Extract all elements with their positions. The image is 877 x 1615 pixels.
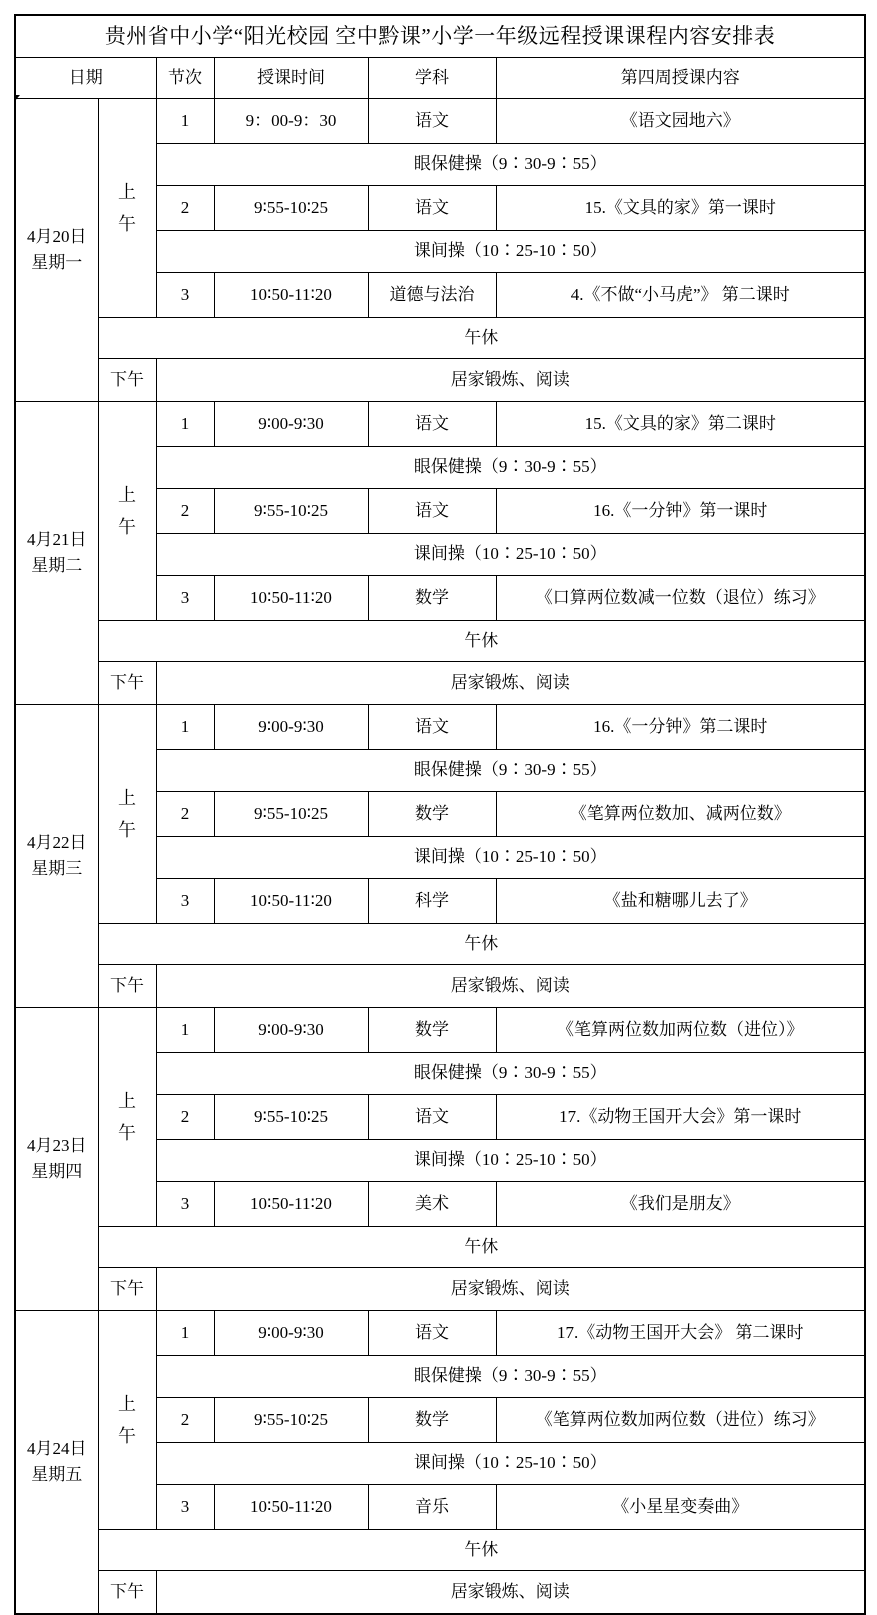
class-time: 9∶55-10∶25 [214, 1398, 368, 1443]
class-subject: 数学 [368, 792, 496, 837]
class-time: 10∶50-11∶20 [214, 1485, 368, 1530]
period-number: 2 [156, 1095, 214, 1140]
class-content: 15.《文具的家》第二课时 [496, 402, 865, 447]
class-subject: 语文 [368, 1311, 496, 1356]
class-time: 10∶50-11∶20 [214, 1182, 368, 1227]
class-content: 17.《动物王国开大会》 第二课时 [496, 1311, 865, 1356]
pm-activity-cell: 居家锻炼、阅读 [156, 1571, 865, 1615]
pm-activity-cell: 居家锻炼、阅读 [156, 1268, 865, 1311]
class-content: 4.《不做“小马虎”》 第二课时 [496, 273, 865, 318]
class-subject: 音乐 [368, 1485, 496, 1530]
pm-label: 下午 [98, 965, 156, 1008]
recess-cell: 课间操（10∶25-10∶50） [156, 534, 865, 576]
class-content: 15.《文具的家》第一课时 [496, 186, 865, 231]
noon-break-cell: 午休 [98, 621, 865, 662]
date-text: 4月23日 [27, 1135, 87, 1155]
class-subject: 美术 [368, 1182, 496, 1227]
class-content: 《笔算两位数加两位数（进位）练习》 [496, 1398, 865, 1443]
eye-exercise-cell: 眼保健操（9∶30-9∶55） [156, 447, 865, 489]
am-label [98, 1008, 156, 1227]
class-subject: 语文 [368, 1095, 496, 1140]
period-number: 1 [156, 99, 214, 144]
noon-break-cell: 午休 [98, 1530, 865, 1571]
am-label [98, 705, 156, 924]
period-number: 2 [156, 1398, 214, 1443]
weekday-text: 星期四 [31, 1162, 83, 1181]
recess-cell: 课间操（10∶25-10∶50） [156, 1140, 865, 1182]
weekday-text: 星期三 [31, 859, 83, 878]
class-time: 9∶55-10∶25 [214, 792, 368, 837]
class-time: 9∶00-9∶30 [214, 705, 368, 750]
schedule-table [14, 14, 866, 1615]
class-time: 9：00-9：30 [214, 99, 368, 144]
class-content: 《我们是朋友》 [496, 1182, 865, 1227]
period-number: 1 [156, 1311, 214, 1356]
class-time: 10∶50-11∶20 [214, 879, 368, 924]
date-text: 4月24日 [27, 1438, 87, 1458]
class-time: 10∶50-11∶20 [214, 576, 368, 621]
am-label-text: 上午 [118, 787, 136, 840]
am-label-text: 上午 [118, 1393, 136, 1446]
date-cell [15, 705, 98, 1008]
weekday-text: 星期二 [31, 556, 83, 575]
recess-cell: 课间操（10∶25-10∶50） [156, 1443, 865, 1485]
period-number: 3 [156, 1485, 214, 1530]
class-content: 17.《动物王国开大会》第一课时 [496, 1095, 865, 1140]
header-content: 第四周授课内容 [496, 58, 865, 99]
eye-exercise-cell: 眼保健操（9∶30-9∶55） [156, 750, 865, 792]
date-text: 4月21日 [27, 529, 87, 549]
period-number: 2 [156, 489, 214, 534]
pm-label: 下午 [98, 1571, 156, 1615]
class-subject: 语文 [368, 99, 496, 144]
weekday-text: 星期五 [31, 1465, 83, 1484]
date-text: 4月22日 [27, 832, 87, 852]
class-content: 《笔算两位数加、减两位数》 [496, 792, 865, 837]
period-number: 2 [156, 792, 214, 837]
noon-break-cell: 午休 [98, 924, 865, 965]
header-period: 节次 [156, 58, 214, 99]
class-time: 9∶55-10∶25 [214, 186, 368, 231]
am-label [98, 99, 156, 318]
period-number: 1 [156, 402, 214, 447]
date-cell [15, 1311, 98, 1615]
header-date: 日期 [15, 58, 156, 99]
class-time: 9∶00-9∶30 [214, 1008, 368, 1053]
class-content: 《语文园地六》 [496, 99, 865, 144]
table-title: 贵州省中小学“阳光校园 空中黔课”小学一年级远程授课课程内容安排表 [15, 15, 865, 58]
pm-label: 下午 [98, 1268, 156, 1311]
date-text: 4月20日 [27, 226, 87, 246]
noon-break-cell: 午休 [98, 318, 865, 359]
period-number: 2 [156, 186, 214, 231]
class-subject: 语文 [368, 705, 496, 750]
recess-cell: 课间操（10∶25-10∶50） [156, 231, 865, 273]
class-time: 9∶55-10∶25 [214, 489, 368, 534]
pm-label: 下午 [98, 359, 156, 402]
class-content: 《盐和糖哪儿去了》 [496, 879, 865, 924]
date-cell [15, 1008, 98, 1311]
recess-cell: 课间操（10∶25-10∶50） [156, 837, 865, 879]
class-content: 《口算两位数减一位数（退位）练习》 [496, 576, 865, 621]
header-time: 授课时间 [214, 58, 368, 99]
class-content: 16.《一分钟》第二课时 [496, 705, 865, 750]
class-subject: 数学 [368, 1008, 496, 1053]
eye-exercise-cell: 眼保健操（9∶30-9∶55） [156, 144, 865, 186]
pm-activity-cell: 居家锻炼、阅读 [156, 662, 865, 705]
eye-exercise-cell: 眼保健操（9∶30-9∶55） [156, 1053, 865, 1095]
period-number: 1 [156, 1008, 214, 1053]
date-cell [15, 402, 98, 705]
class-subject: 语文 [368, 489, 496, 534]
class-content: 16.《一分钟》第一课时 [496, 489, 865, 534]
header-subject: 学科 [368, 58, 496, 99]
period-number: 3 [156, 1182, 214, 1227]
eye-exercise-cell: 眼保健操（9∶30-9∶55） [156, 1356, 865, 1398]
class-subject: 数学 [368, 1398, 496, 1443]
pm-activity-cell: 居家锻炼、阅读 [156, 359, 865, 402]
class-subject: 科学 [368, 879, 496, 924]
class-subject: 语文 [368, 402, 496, 447]
period-number: 3 [156, 576, 214, 621]
pm-label: 下午 [98, 662, 156, 705]
weekday-text: 星期一 [31, 253, 83, 272]
class-subject: 语文 [368, 186, 496, 231]
class-content: 《小星星变奏曲》 [496, 1485, 865, 1530]
noon-break-cell: 午休 [98, 1227, 865, 1268]
date-cell [15, 99, 98, 402]
class-content: 《笔算两位数加两位数（进位）》 [496, 1008, 865, 1053]
class-time: 9∶00-9∶30 [214, 1311, 368, 1356]
am-label [98, 1311, 156, 1530]
class-time: 9∶55-10∶25 [214, 1095, 368, 1140]
class-subject: 道德与法治 [368, 273, 496, 318]
class-subject: 数学 [368, 576, 496, 621]
am-label-text: 上午 [118, 1090, 136, 1143]
class-time: 10∶50-11∶20 [214, 273, 368, 318]
period-number: 3 [156, 273, 214, 318]
period-number: 1 [156, 705, 214, 750]
class-time: 9∶00-9∶30 [214, 402, 368, 447]
am-label [98, 402, 156, 621]
am-label-text: 上午 [118, 181, 136, 234]
corner-artifact [14, 95, 20, 102]
period-number: 3 [156, 879, 214, 924]
am-label-text: 上午 [118, 484, 136, 537]
pm-activity-cell: 居家锻炼、阅读 [156, 965, 865, 1008]
